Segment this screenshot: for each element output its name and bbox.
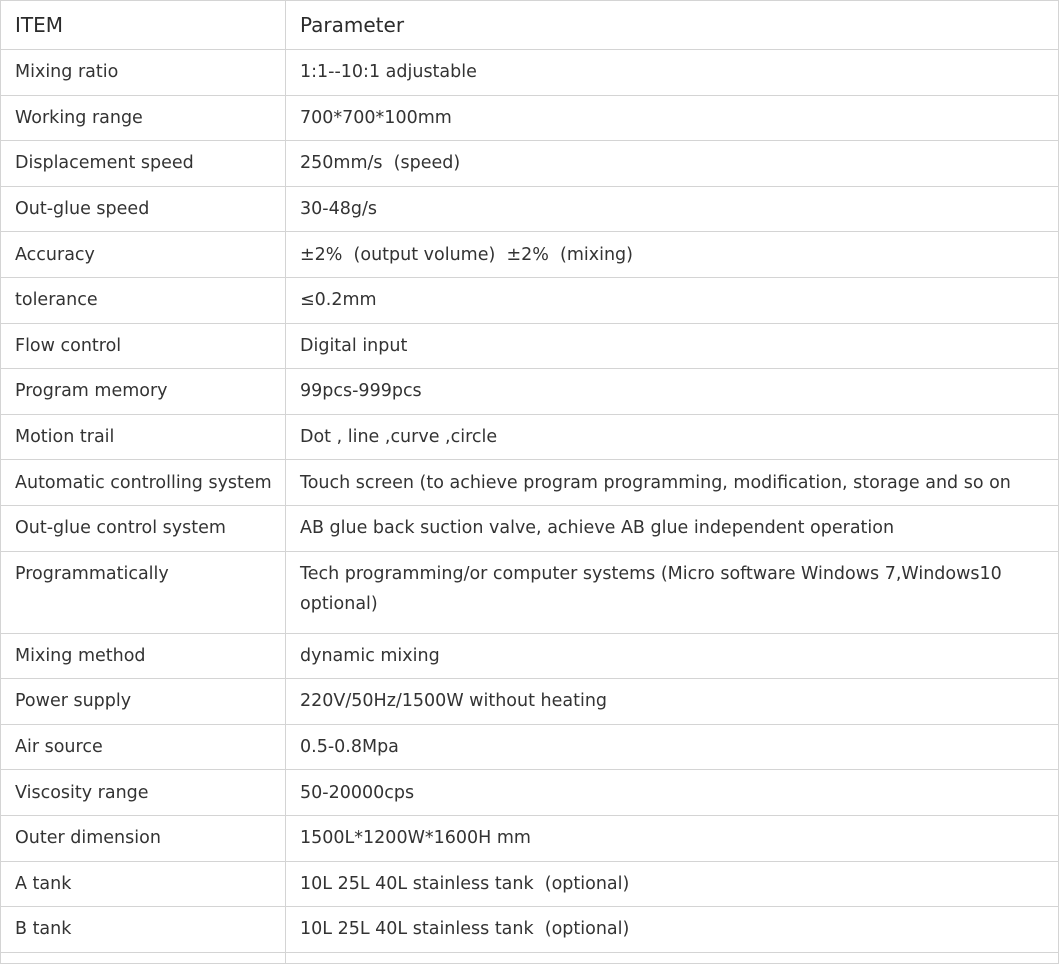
row-item: Programmatically — [1, 551, 286, 633]
row-value: 30-48g/s — [286, 186, 1059, 232]
row-value: 0.5-0.8Mpa — [286, 724, 1059, 770]
table-row — [1, 141, 1059, 187]
header-item: ITEM — [1, 1, 286, 50]
table-row — [1, 679, 1059, 725]
table-row — [1, 323, 1059, 369]
row-item: Power supply — [1, 679, 286, 725]
row-value: ≤0.2mm — [286, 277, 1059, 323]
row-item: Mixing method — [1, 633, 286, 679]
table-row — [1, 724, 1059, 770]
row-value: 1500L*1200W*1600H mm — [286, 815, 1059, 861]
table-row — [1, 277, 1059, 323]
table-row — [1, 414, 1059, 460]
row-item: Air source — [1, 724, 286, 770]
row-item: Working range — [1, 95, 286, 141]
table-row — [1, 186, 1059, 232]
row-item: Out-glue control system — [1, 505, 286, 551]
table-row — [1, 770, 1059, 816]
table-row — [1, 907, 1059, 953]
table-row — [1, 551, 1059, 633]
table-row — [1, 369, 1059, 415]
row-value: 10L 25L 40L stainless tank (optional) — [286, 907, 1059, 953]
row-item: Displacement speed — [1, 141, 286, 187]
row-value: 50-20000cps — [286, 770, 1059, 816]
row-item: B tank — [1, 907, 286, 953]
row-value: Tech programming/or computer systems (Micro software Windows 7,Windows10 optional) — [286, 551, 1059, 633]
row-item: Out-glue speed — [1, 186, 286, 232]
header-parameter: Parameter — [286, 1, 1059, 50]
table-row — [1, 232, 1059, 278]
row-item: Flow control — [1, 323, 286, 369]
table-header-row — [1, 1, 1059, 50]
row-value: Digital input — [286, 323, 1059, 369]
row-item: Mixing ratio — [1, 50, 286, 96]
table-row — [1, 95, 1059, 141]
row-value: Touch screen (to achieve program programming, modification, storage and so on — [286, 460, 1059, 506]
row-item: Outer dimension — [1, 815, 286, 861]
row-item: Viscosity range — [1, 770, 286, 816]
row-value: 700*700*100mm — [286, 95, 1059, 141]
row-item: tolerance — [1, 277, 286, 323]
row-item: Accuracy — [1, 232, 286, 278]
row-item: Program memory — [1, 369, 286, 415]
row-value: 220V/50Hz/1500W without heating — [286, 679, 1059, 725]
row-value: dynamic mixing — [286, 633, 1059, 679]
table-row — [1, 633, 1059, 679]
row-value: 1:1--10:1 adjustable — [286, 50, 1059, 96]
table-row — [1, 815, 1059, 861]
row-item: Automatic controlling system — [1, 460, 286, 506]
row-value: 99pcs-999pcs — [286, 369, 1059, 415]
row-value: ±2% (output volume) ±2% (mixing) — [286, 232, 1059, 278]
row-value: 10L 25L 40L stainless tank (optional) — [286, 861, 1059, 907]
row-value: 250mm/s (speed) — [286, 141, 1059, 187]
table-row — [1, 505, 1059, 551]
table-row — [1, 50, 1059, 96]
row-item: Motion trail — [1, 414, 286, 460]
table-row — [1, 861, 1059, 907]
row-value-empty — [286, 952, 1059, 963]
table-row — [1, 460, 1059, 506]
row-item: A tank — [1, 861, 286, 907]
row-value: Dot , line ,curve ,circle — [286, 414, 1059, 460]
row-item-empty — [1, 952, 286, 963]
row-value: AB glue back suction valve, achieve AB glue independent operation — [286, 505, 1059, 551]
table-row-empty — [1, 952, 1059, 963]
